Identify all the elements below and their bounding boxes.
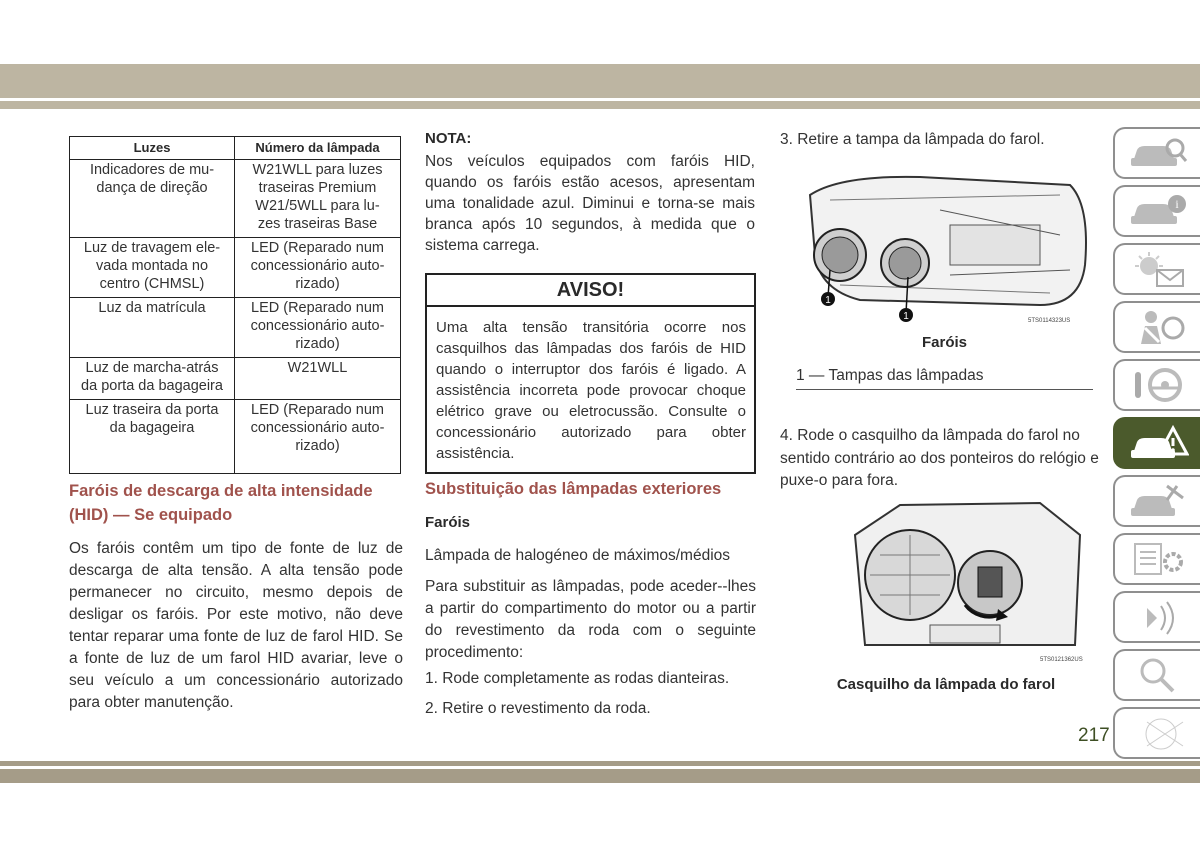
note-text: Nos veículos equipados com faróis HID, quando os faróis estão acesos, apresentam uma tonalidade azul. Diminui e torna-se mais branca após 10 segundos, à medida que o sistema carrega. (425, 153, 755, 254)
table-header: Luzes (70, 137, 235, 160)
table-cell: Luz da matrícula (70, 298, 235, 358)
figure-caption: Faróis (921, 334, 967, 351)
table-cell: LED (Reparado num concessionário auto- rizado) (235, 298, 401, 358)
tab-multimedia[interactable] (1113, 591, 1200, 643)
divider (796, 389, 1093, 390)
warning-title: AVISO! (427, 275, 754, 307)
table-cell: W21WLL para luzes traseiras Premium W21/5WLL para lu- zes traseiras Base (235, 160, 401, 238)
table-cell: LED (Reparado num concessionário auto- rizado) (235, 238, 401, 298)
lamp-type-text: Lâmpada de halogéneo de máximos/médios (425, 547, 731, 564)
figure-code: 5TS0121362US (1040, 657, 1083, 663)
table-row (70, 160, 401, 238)
svg-text:i: i (1175, 197, 1179, 211)
table-header: Número da lâmpada (235, 137, 401, 160)
tab-car-info[interactable] (1113, 185, 1200, 237)
page-number: 217 (1078, 725, 1110, 746)
airbag-seatbelt-icon (1127, 308, 1189, 346)
footer-rule (0, 761, 1200, 766)
steering-wheel-key-icon (1127, 366, 1189, 404)
figure-caption: Casquilho da lâmpada do farol (836, 676, 1056, 693)
warning-lights-message-icon (1127, 250, 1189, 288)
header-band (0, 64, 1200, 98)
step-3: 3. Retire a tampa da lâmpada do farol. (780, 131, 1045, 148)
table-row (70, 358, 401, 400)
table-row (70, 238, 401, 298)
step-1: 1. Rode completamente as rodas dianteiras. (425, 670, 730, 687)
bulb-socket-figure (840, 495, 1097, 665)
multimedia-icon (1127, 598, 1189, 636)
specs-gear-icon (1127, 540, 1189, 578)
header-rule (0, 101, 1200, 109)
tab-car-search[interactable] (1113, 127, 1200, 179)
figure-legend: 1 — Tampas das lâmpadas (796, 367, 984, 384)
subheading-farois: Faróis (425, 514, 471, 531)
tab-alphabet[interactable] (1113, 707, 1200, 759)
step-4: 4. Rode o casquilho da lâmpada do farol no sentido contrário ao dos ponteiros do relógio e puxe-o para fora. (780, 427, 1099, 489)
table-cell: Luz de travagem ele- vada montada no centro (CHMSL) (70, 238, 235, 298)
tab-emergency[interactable] (1113, 417, 1200, 469)
bulb-socket-illustration (840, 495, 1097, 665)
callout-1: 1 (903, 311, 909, 322)
car-info-icon (1127, 192, 1189, 230)
table-row (70, 298, 401, 358)
tab-warning-lights[interactable] (1113, 243, 1200, 295)
table-cell: Luz traseira da porta da bagageira (70, 400, 235, 474)
tab-starting-driving[interactable] (1113, 359, 1200, 411)
warning-box (425, 273, 756, 474)
table-row (70, 400, 401, 474)
magnifier-index-icon (1127, 656, 1189, 694)
headlamp-illustration (800, 165, 1100, 325)
table-header-row (70, 137, 401, 160)
note-title: NOTA: (425, 130, 472, 147)
car-wrench-icon (1127, 482, 1189, 520)
table-cell: Luz de marcha-atrás da porta da bagageira (70, 358, 235, 400)
car-warning-tools-icon (1127, 424, 1189, 462)
lamp-table (69, 136, 401, 474)
headlamp-figure (800, 165, 1100, 325)
figure-code: 5TS0114323US (1028, 318, 1071, 324)
section-heading-exterior: Substituição das lâmpadas exteriores (425, 480, 722, 498)
tab-index[interactable] (1113, 649, 1200, 701)
tab-technical-specs[interactable] (1113, 533, 1200, 585)
step-2: 2. Retire o revestimento da roda. (425, 700, 651, 717)
alphabet-index-icon (1127, 714, 1189, 752)
hid-paragraph: Os faróis contêm um tipo de fonte de luz de descarga de alta tensão. A alta tensão pode permanecer no circuito, mesmo depois de desligar os faróis. Por este motivo, não deve tentar reparar uma fonte de luz de farol HID. Se a fonte de luz de um farol HID avariar, leve o seu veículo a um concessionário autorizado para obter manutenção. (69, 540, 403, 711)
chapter-tabs (1113, 127, 1200, 765)
tab-maintenance[interactable] (1113, 475, 1200, 527)
tab-safety[interactable] (1113, 301, 1200, 353)
table-cell: Indicadores de mu- dança de direção (70, 160, 235, 238)
replace-paragraph: Para substituir as lâmpadas, pode aceder--lhes a partir do compartimento do motor ou a partir do revestimento da roda com o seguinte procedimento: (425, 578, 756, 661)
section-heading-hid: Faróis de descarga de alta intensidade (HID) — Se equipado (69, 482, 373, 524)
table-cell: LED (Reparado num concessionário auto- rizado) (235, 400, 401, 474)
car-search-icon (1127, 134, 1189, 172)
footer-band (0, 769, 1200, 783)
callout-1: 1 (825, 295, 831, 306)
table-cell: W21WLL (235, 358, 401, 400)
warning-text: Uma alta tensão transitória ocorre nos casquilhos das lâmpadas dos faróis de HID quando o interruptor dos faróis é ligado. A assistência incorreta pode provocar choque elétrico grave ou eletrocussão. Consulte o concessionário autorizado para obter assistência. (436, 319, 746, 462)
